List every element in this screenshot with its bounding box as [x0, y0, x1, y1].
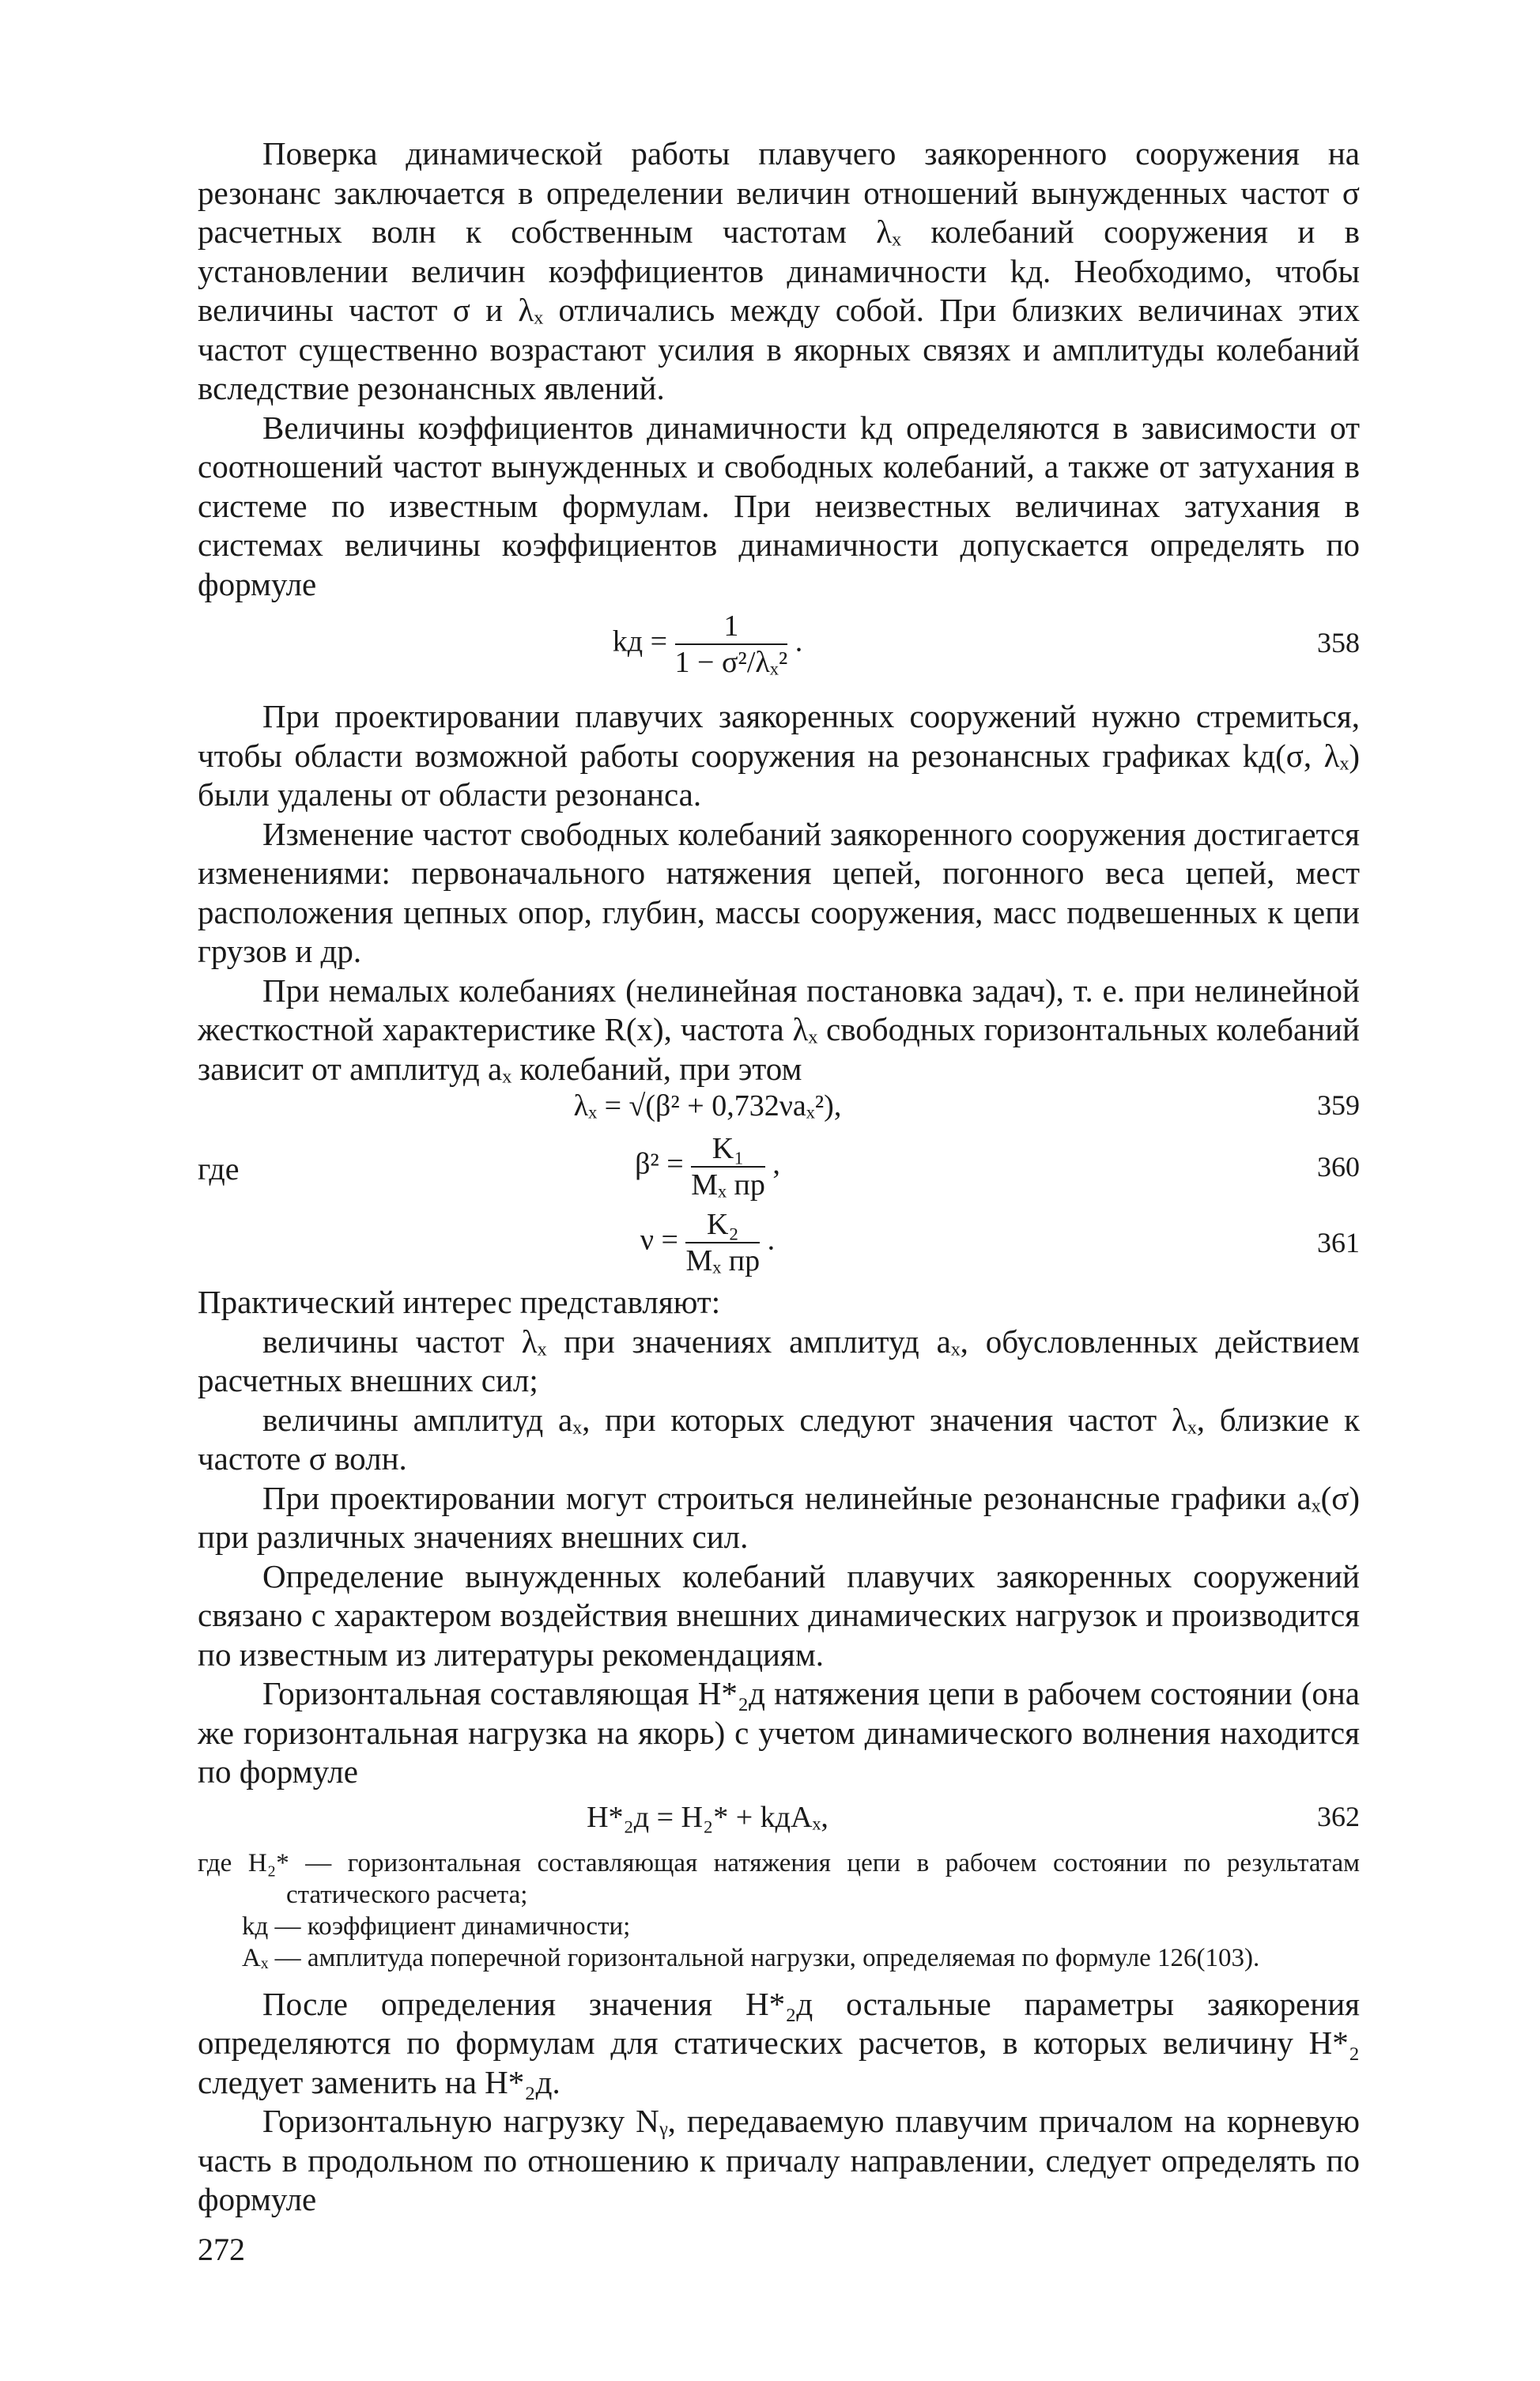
paragraph: После определения значения H*₂д остальные параметры заякорения определяются по формулам для статических расчетов, в которых величину H*₂ следует заменить на H*₂д.	[198, 1985, 1360, 2100]
formula-361-expression	[198, 1207, 1217, 1278]
formula-359	[198, 1089, 1360, 1131]
fraction	[675, 609, 788, 680]
fraction-numerator: 1	[675, 609, 788, 645]
fraction-denominator: Mₓ пр	[685, 1244, 761, 1277]
formula-suffix: .	[795, 624, 803, 658]
formula-lhs: kд =	[612, 624, 668, 658]
paragraph: Определение вынужденных колебаний плавучих заякоренных сооружений связано с характером воздействия внешних динамических нагрузок и производится по известным из литературы рекомендациям.	[198, 1557, 1360, 1673]
formula-360	[198, 1131, 1360, 1207]
fraction	[691, 1131, 765, 1202]
fraction-numerator: K₂	[685, 1207, 760, 1243]
formula-lhs: ν =	[640, 1223, 678, 1257]
formula-number: 361	[1317, 1227, 1360, 1258]
paragraph: При проектировании могут строиться нелинейные резонансные графики aₓ(σ) при различных значениях внешних сил.	[198, 1479, 1360, 1555]
formula-361	[198, 1207, 1360, 1283]
paragraph: Горизонтальную нагрузку Nᵧ, передаваемую плавучим причалом на корневую часть в продольном по отношению к причалу направлении, следует определять по формуле	[198, 2103, 1360, 2217]
formula-358	[198, 609, 1360, 691]
paragraph: величины амплитуд aₓ, при которых следуют значения частот λₓ, близкие к частоте σ волн.	[198, 1401, 1360, 1477]
paragraph: Практический интерес представляют:	[198, 1284, 721, 1320]
formula-358-expression	[198, 609, 1217, 680]
paragraph: Поверка динамической работы плавучего заякоренного сооружения на резонанс заключается в определении величин отношений вынужденных частот σ расчетных волн к собственным частотам λₓ колебаний сооружения и в установлении величин коэффициентов динамичности kд. Необходимо, чтобы величины частот σ и λₓ отличались между собой. При близких величинах этих частот существенно возрастают усилия в якорных связях и амплитуды колебаний вследствие резонансных явлений.	[198, 135, 1360, 406]
formula-suffix: ,	[772, 1147, 780, 1181]
formula-360-expression	[198, 1131, 1217, 1202]
paragraph: величины частот λₓ при значениях амплитуд aₓ, обусловленных действием расчетных внешних сил;	[198, 1323, 1360, 1398]
note-item: где H₂* — горизонтальная составляющая натяжения цепи в рабочем состоянии по результатам статического расчета;	[198, 1848, 1360, 1909]
fraction-denominator: 1 − σ²/λₓ²	[674, 646, 788, 679]
where-label: где	[198, 1151, 240, 1187]
formula-lhs: β² =	[635, 1147, 684, 1181]
page-number: 272	[198, 2231, 245, 2267]
formula-number: 362	[1317, 1800, 1360, 1832]
formula-362	[198, 1795, 1360, 1847]
paragraph: Изменение частот свободных колебаний заякоренного сооружения достигается изменениями: первоначального натяжения цепей, погонного веса цепей, мест расположения цепных опор, глубин, массы сооружения, масс подвешенных к цепи грузов и др.	[198, 815, 1360, 969]
note-item: Aₓ — амплитуда поперечной горизонтальной нагрузки, определяемая по формуле 126(103).	[242, 1943, 1260, 1972]
formula-number: 360	[1317, 1151, 1360, 1183]
fraction-numerator: K₁	[691, 1131, 765, 1168]
formula-number: 358	[1317, 627, 1360, 658]
formula-359-expression: λₓ = √(β² + 0,732νaₓ²),	[573, 1089, 842, 1123]
fraction-denominator: Mₓ пр	[691, 1168, 765, 1202]
formula-suffix: .	[767, 1223, 776, 1257]
page-body	[198, 134, 1360, 2268]
paragraph: При проектировании плавучих заякоренных сооружений нужно стремиться, чтобы области возможной работы сооружения на резонансных графиках kд(σ, λₓ) были удалены от области резонанса.	[198, 698, 1360, 813]
paragraph: При немалых колебаниях (нелинейная постановка задач), т. е. при нелинейной жесткостной характеристике R(x), частота λₓ свободных горизонтальных колебаний зависит от амплитуд aₓ колебаний, при этом	[198, 972, 1360, 1087]
paragraph: Горизонтальная составляющая H*₂д натяжения цепи в рабочем состоянии (она же горизонтальная нагрузка на якорь) с учетом динамического волнения находится по формуле	[198, 1675, 1360, 1790]
formula-362-expression: H*₂д = H₂* + kдAₓ,	[587, 1800, 829, 1834]
formula-notes	[198, 1847, 1360, 1974]
formula-number: 359	[1317, 1089, 1360, 1121]
paragraph: Величины коэффициентов динамичности kд определяются в зависимости от соотношений частот вынужденных и свободных колебаний, а также от затухания в системе по известным формулам. При неизвестных величинах затухания в системах величины коэффициентов динамичности допускается определять по формуле	[198, 409, 1360, 602]
fraction	[685, 1207, 760, 1278]
note-item: kд — коэффициент динамичности;	[242, 1911, 631, 1941]
